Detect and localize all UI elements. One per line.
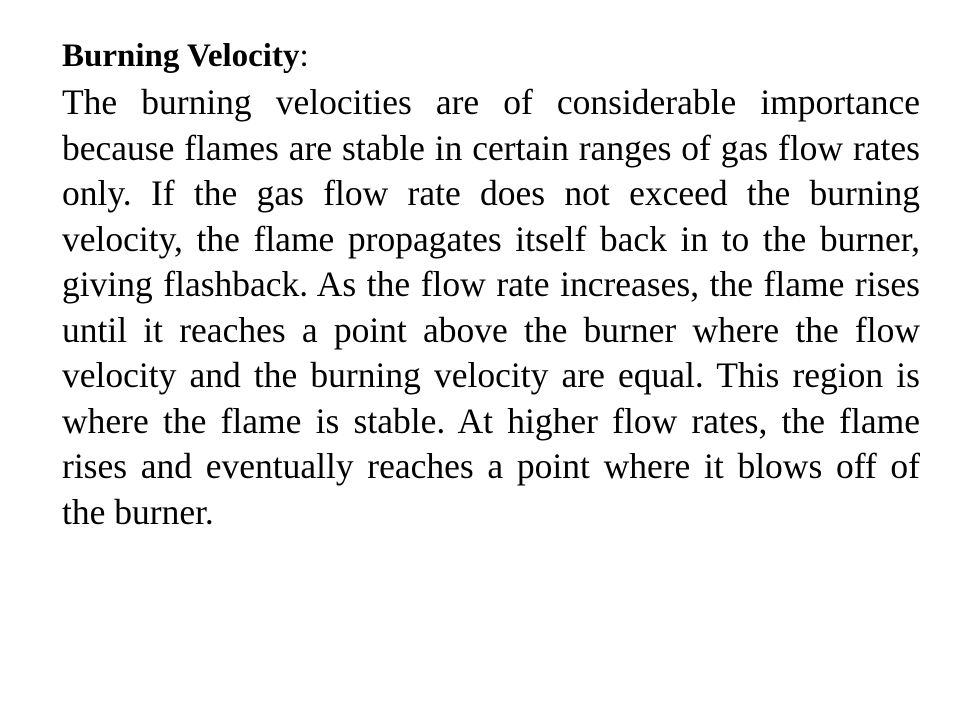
- heading-colon: :: [299, 38, 309, 74]
- slide-heading: [62, 34, 920, 78]
- body-paragraph: The burning velocities are of considerable importance because flames are stable in certain ranges of gas flow rates only. If the gas flow rate does not exceed the burning velocity, the flame propagates itself back in to the burner, giving flashback. As the flow rate increases, the flame rises until it reaches a point above the burner where the flow velocity and the burning velocity are equal. This region is where the flame is stable. At higher flow rates, the flame rises and eventually reaches a point where it blows off of the burner.: [62, 82, 920, 532]
- heading-title: Burning Velocity: [62, 38, 300, 74]
